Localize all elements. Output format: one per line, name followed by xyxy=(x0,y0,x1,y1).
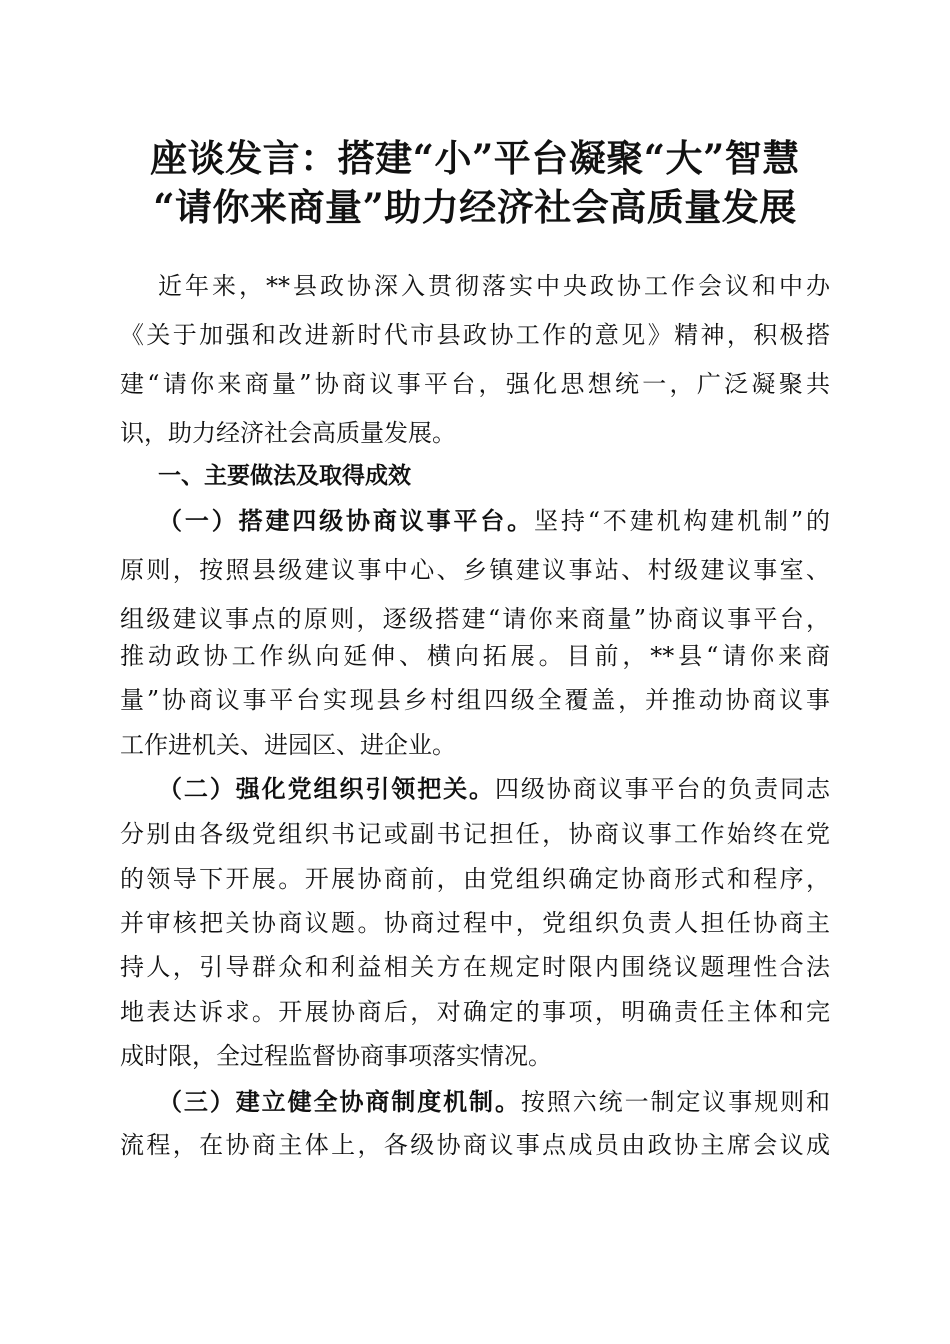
item3-lead: （三）建立健全协商制度机制。 xyxy=(158,1087,521,1116)
document-title-line-2: “请你来商量”助力经济社会高质量发展 xyxy=(153,185,797,229)
intro-line-4: 识，助力经济社会高质量发展。 xyxy=(120,419,456,447)
item1-line-5: 量”协商议事平台实现县乡村组四级全覆盖，并推动协商议事 xyxy=(120,686,830,714)
item2-line-4: 并审核把关协商议题。协商过程中，党组织负责人担任协商主 xyxy=(120,909,830,937)
item1-line-1 xyxy=(158,501,830,541)
intro-line-1: 近年来，**县政协深入贯彻落实中央政协工作会议和中办 xyxy=(158,272,830,300)
item2-line-6: 地表达诉求。开展协商后，对确定的事项，明确责任主体和完 xyxy=(120,998,830,1026)
item1-line-3: 组级建议事点的原则，逐级搭建“请你来商量”协商议事平台， xyxy=(120,605,830,633)
item2-lead: （二）强化党组织引领把关。 xyxy=(158,774,495,803)
item3-line-1 xyxy=(158,1082,830,1122)
item1-line-4: 推动政协工作纵向延伸、横向拓展。目前，**县“请你来商 xyxy=(120,642,830,670)
item3-line-1-rest: 按照六统一制定议事规则和 xyxy=(520,1088,831,1116)
intro-line-3: 建“请你来商量”协商议事平台，强化思想统一，广泛凝聚共 xyxy=(120,370,830,398)
item2-line-5: 持人，引导群众和利益相关方在规定时限内围绕议题理性合法 xyxy=(120,953,830,981)
item1-line-6: 工作进机关、进园区、进企业。 xyxy=(120,731,456,759)
item2-line-2: 分别由各级党组织书记或副书记担任，协商议事工作始终在党 xyxy=(120,820,830,848)
item2-line-1 xyxy=(158,769,830,809)
item1-lead: （一）搭建四级协商议事平台。 xyxy=(158,506,535,535)
item3-line-2: 流程，在协商主体上，各级协商议事点成员由政协主席会议成 xyxy=(120,1131,830,1159)
item2-line-1-rest: 四级协商议事平台的负责同志 xyxy=(494,775,831,803)
document-title-line-1: 座谈发言：搭建“小”平台凝聚“大”智慧 xyxy=(150,136,800,180)
item2-line-3: 的领导下开展。开展协商前，由党组织确定协商形式和程序， xyxy=(120,865,830,893)
intro-line-2: 《关于加强和改进新时代市县政协工作的意见》精神，积极搭 xyxy=(120,321,830,349)
item2-line-7: 成时限，全过程监督协商事项落实情况。 xyxy=(120,1042,552,1070)
section-heading-1: 一、主要做法及取得成效 xyxy=(158,463,411,489)
item1-line-1-rest: 坚持“不建机构建机制”的 xyxy=(534,507,830,535)
item1-line-2: 原则，按照县级建议事中心、乡镇建议事站、村级建议事室、 xyxy=(120,556,830,584)
